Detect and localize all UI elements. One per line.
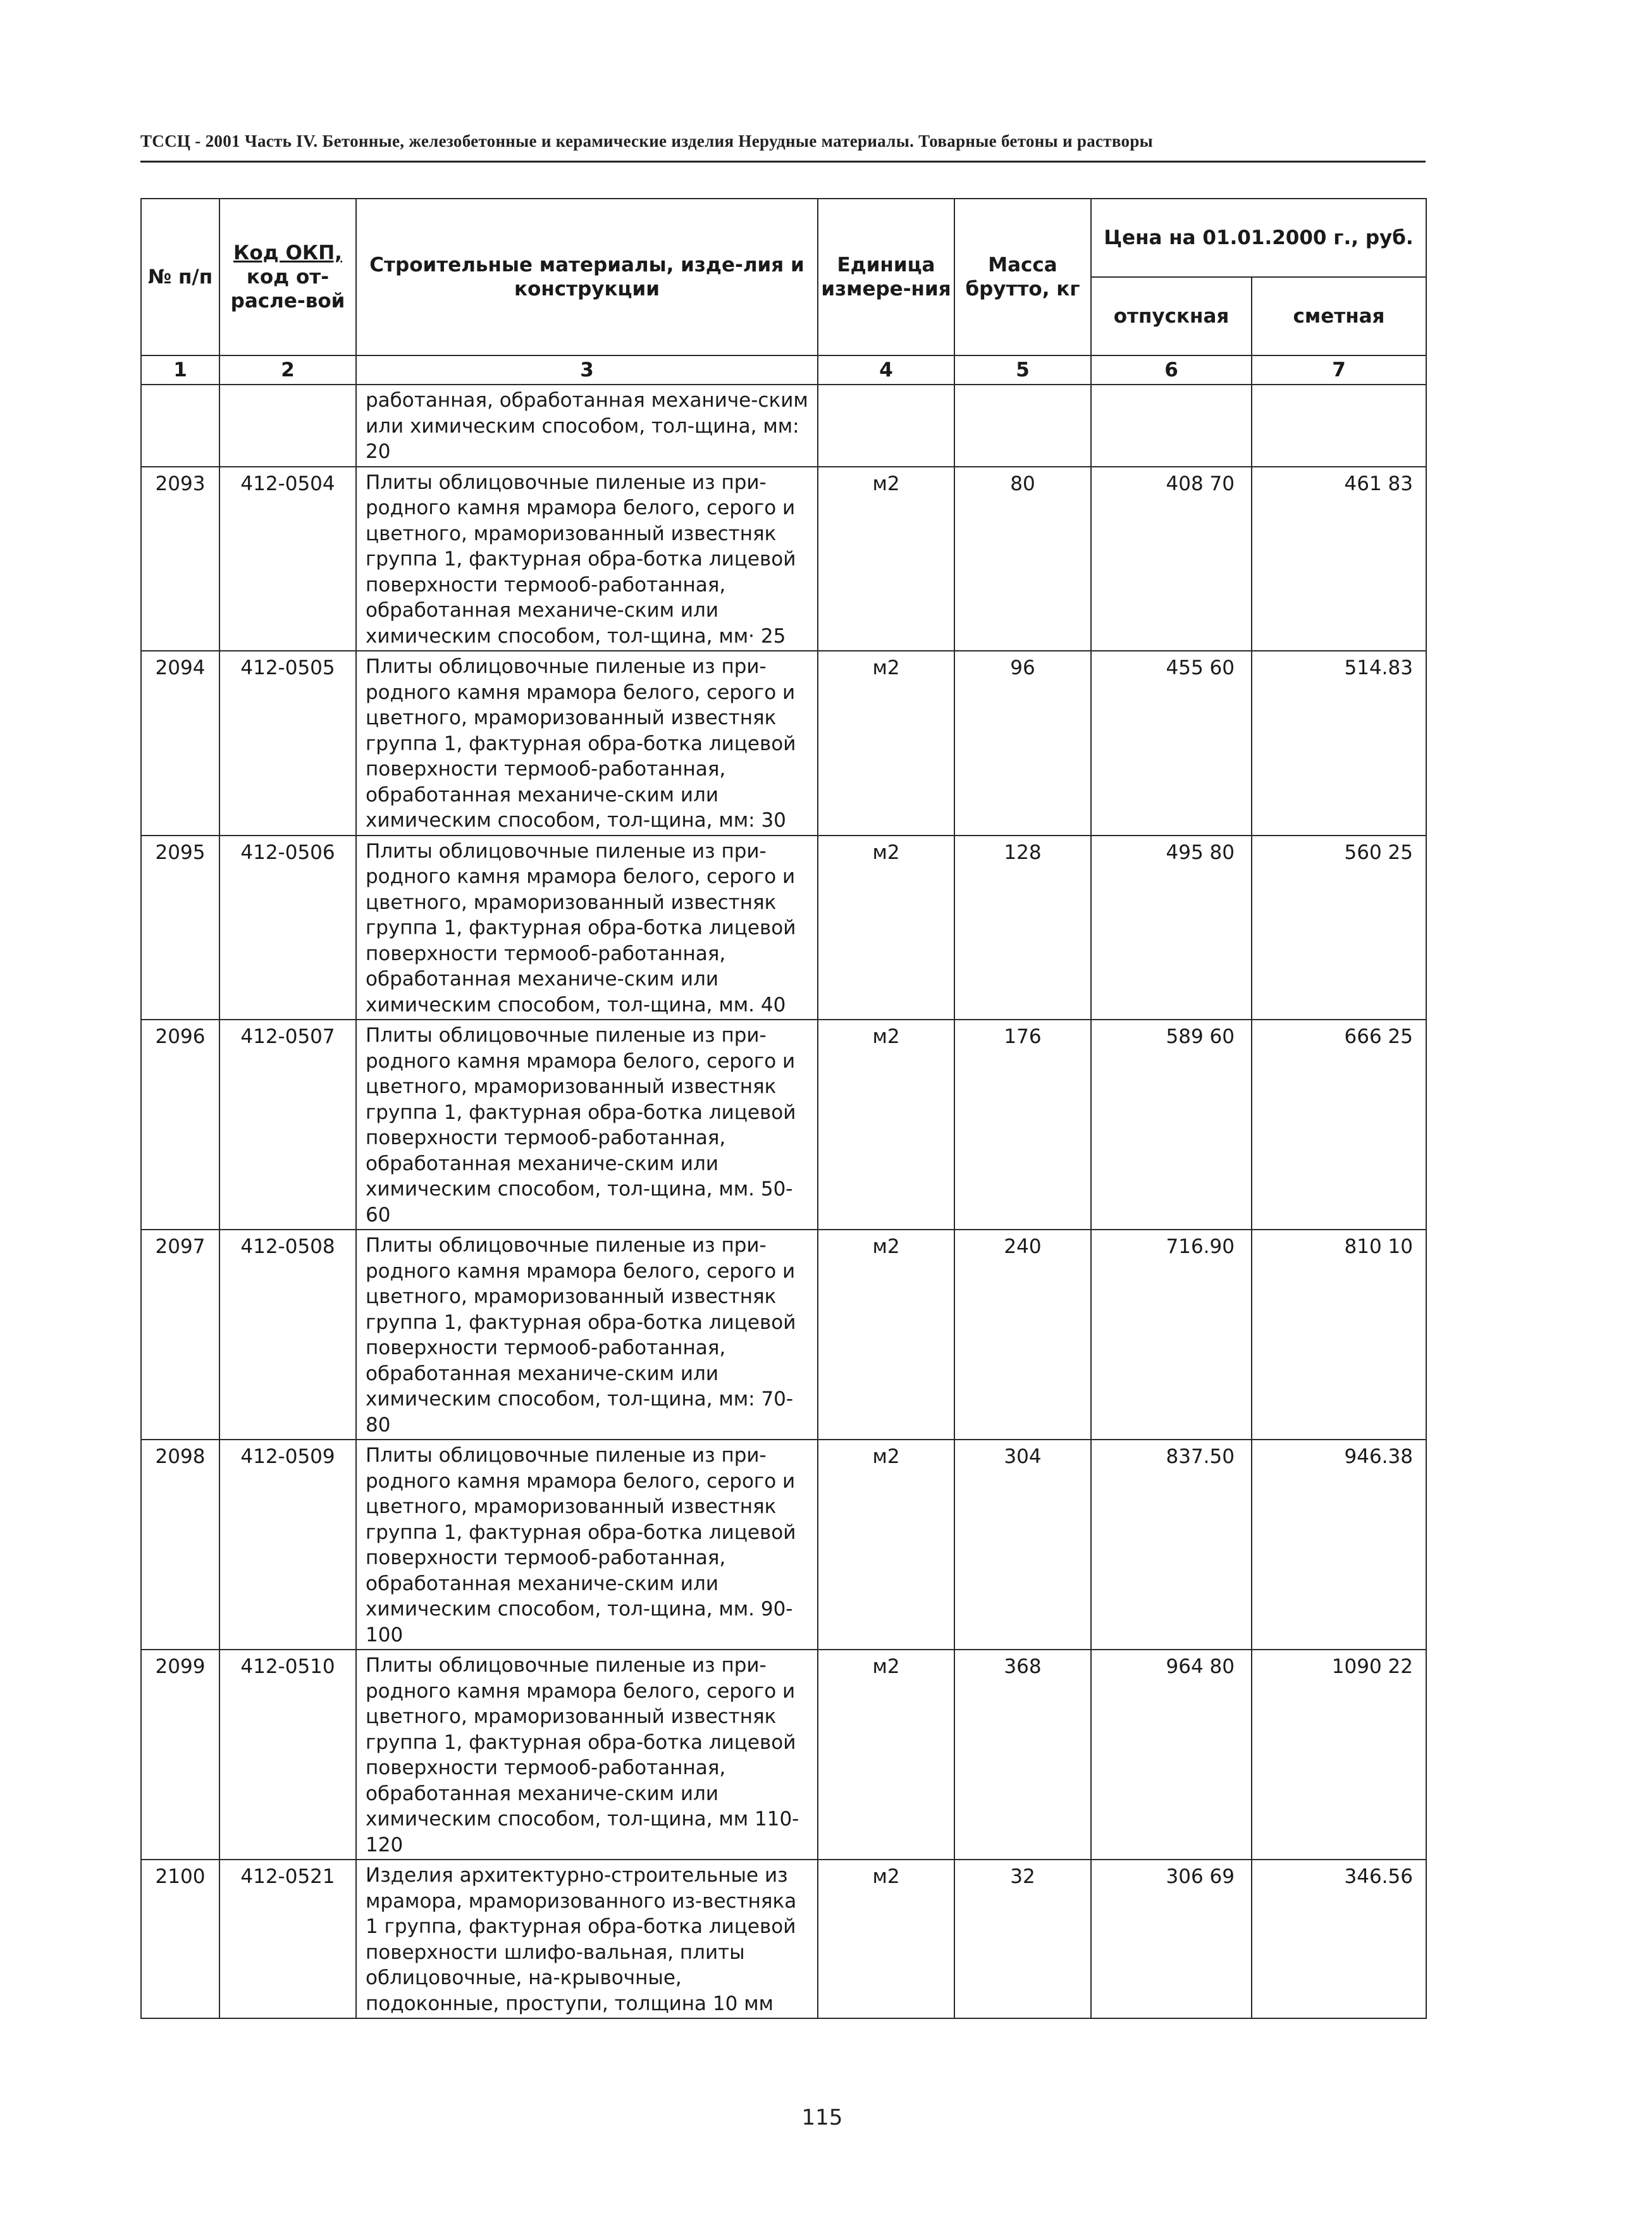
cell-code: 412-0508 [219, 1230, 356, 1440]
header-price: Цена на 01.01.2000 г., руб. [1091, 199, 1426, 277]
table-row [141, 836, 1426, 1020]
table-row-continuation [141, 385, 1426, 467]
cell-description: Плиты облицовочные пиленые из при-родного камня мрамора белого, серого и цветного, мраморизованный известняк группа 1, фактурная обра-ботка лицевой поверхности термооб-работанная, обработанная механиче-ским или химическим способом, тол-щина, мм. 50-60 [356, 1020, 818, 1230]
table-row [141, 1020, 1426, 1230]
cell-price-release: 306 69 [1091, 1860, 1252, 2018]
price-table [140, 198, 1427, 2019]
table-row [141, 1440, 1426, 1650]
cell-price-release: 455 60 [1091, 651, 1252, 836]
cell-mass: 304 [954, 1440, 1091, 1650]
column-number: 3 [356, 355, 818, 385]
cell-mass: 96 [954, 651, 1091, 836]
cell-no: 2094 [141, 651, 219, 836]
cell-unit: м2 [818, 1860, 954, 2018]
cell-code: 412-0507 [219, 1020, 356, 1230]
cell-price-estimate: 514.83 [1252, 651, 1426, 836]
table-row [141, 467, 1426, 651]
cell-unit: м2 [818, 1020, 954, 1230]
cell-price-release: 495 80 [1091, 836, 1252, 1020]
cell-price-estimate: 346.56 [1252, 1860, 1426, 2018]
cell-unit: м2 [818, 1440, 954, 1650]
column-number: 7 [1252, 355, 1426, 385]
header-mass: Масса брутто, кг [954, 199, 1091, 355]
table-row [141, 1860, 1426, 2018]
cell-code: 412-0504 [219, 467, 356, 651]
header-no: № п/п [141, 199, 219, 355]
cell-unit: м2 [818, 1230, 954, 1440]
column-numbers-row [141, 355, 1426, 385]
cell-no: 2097 [141, 1230, 219, 1440]
cell-unit: м2 [818, 651, 954, 836]
cell-description: работанная, обработанная механиче-ским или химическим способом, тол-щина, мм: 20 [356, 385, 818, 467]
header-materials: Строительные материалы, изде-лия и конструкции [356, 199, 818, 355]
cell-price-estimate: 810 10 [1252, 1230, 1426, 1440]
cell-no: 2096 [141, 1020, 219, 1230]
table-row [141, 1230, 1426, 1440]
cell-description: Плиты облицовочные пиленые из при-родного камня мрамора белого, серого и цветного, мраморизованный известняк группа 1, фактурная обра-ботка лицевой поверхности термооб-работанная, обработанная механиче-ским или химическим способом, тол-щина, мм: 70-80 [356, 1230, 818, 1440]
header-rule [140, 161, 1426, 163]
cell-description: Изделия архитектурно-строительные из мрамора, мраморизованного из-вестняка 1 группа, фактурная обра-ботка лицевой поверхности шлифо-вальная, плиты облицовочные, на-крывочные, подоконные, проступи, толщина 10 мм [356, 1860, 818, 2018]
cell-no: 2099 [141, 1650, 219, 1860]
header-code [219, 199, 356, 355]
cell-mass: 176 [954, 1020, 1091, 1230]
cell-code: 412-0506 [219, 836, 356, 1020]
cell-price-estimate: 560 25 [1252, 836, 1426, 1020]
cell-unit: м2 [818, 836, 954, 1020]
cell-mass: 128 [954, 836, 1091, 1020]
cell-description: Плиты облицовочные пиленые из при-родного камня мрамора белого, серого и цветного, мраморизованный известняк группа 1, фактурная обра-ботка лицевой поверхности термооб-работанная, обработанная механиче-ским или химическим способом, тол-щина, мм: 30 [356, 651, 818, 836]
column-number: 2 [219, 355, 356, 385]
cell-price-release: 589 60 [1091, 1020, 1252, 1230]
cell-description: Плиты облицовочные пиленые из при-родного камня мрамора белого, серого и цветного, мраморизованный известняк группа 1, фактурная обра-ботка лицевой поверхности термооб-работанная, обработанная механиче-ским или химическим способом, тол-щина, мм. 90-100 [356, 1440, 818, 1650]
header-unit: Единица измере-ния [818, 199, 954, 355]
cell-mass: 368 [954, 1650, 1091, 1860]
cell-code: 412-0510 [219, 1650, 356, 1860]
cell-code: 412-0521 [219, 1860, 356, 2018]
cell-code: 412-0505 [219, 651, 356, 836]
cell-mass: 240 [954, 1230, 1091, 1440]
cell-code [219, 385, 356, 467]
cell-price-estimate [1252, 385, 1426, 467]
cell-price-release: 964 80 [1091, 1650, 1252, 1860]
cell-price-estimate: 666 25 [1252, 1020, 1426, 1230]
page-number: 115 [801, 2105, 843, 2130]
cell-price-estimate: 461 83 [1252, 467, 1426, 651]
cell-unit [818, 385, 954, 467]
cell-price-release: 716.90 [1091, 1230, 1252, 1440]
header-price-estimate: сметная [1252, 277, 1426, 355]
cell-mass [954, 385, 1091, 467]
cell-no: 2093 [141, 467, 219, 651]
table-row [141, 651, 1426, 836]
cell-price-estimate: 946.38 [1252, 1440, 1426, 1650]
cell-price-release [1091, 385, 1252, 467]
cell-mass: 80 [954, 467, 1091, 651]
cell-description: Плиты облицовочные пиленые из при-родного камня мрамора белого, серого и цветного, мраморизованный известняк группа 1, фактурная обра-ботка лицевой поверхности термооб-работанная, обработанная механиче-ским или химическим способом, тол-щина, мм 110-120 [356, 1650, 818, 1860]
cell-no: 2095 [141, 836, 219, 1020]
table-row [141, 1650, 1426, 1860]
cell-no: 2098 [141, 1440, 219, 1650]
cell-code: 412-0509 [219, 1440, 356, 1650]
cell-mass: 32 [954, 1860, 1091, 2018]
column-number: 4 [818, 355, 954, 385]
cell-unit: м2 [818, 467, 954, 651]
cell-price-estimate: 1090 22 [1252, 1650, 1426, 1860]
column-number: 6 [1091, 355, 1252, 385]
cell-no [141, 385, 219, 467]
cell-description: Плиты облицовочные пиленые из при-родного камня мрамора белого, серого и цветного, мраморизованный известняк группа 1, фактурная обра-ботка лицевой поверхности термооб-работанная, обработанная механиче-ским или химическим способом, тол-щина, мм. 40 [356, 836, 818, 1020]
cell-unit: м2 [818, 1650, 954, 1860]
header-code-okp: Код ОКП, [233, 242, 342, 264]
header-price-release: отпускная [1091, 277, 1252, 355]
header-code-branch: код от-расле-вой [230, 266, 345, 312]
cell-no: 2100 [141, 1860, 219, 2018]
column-number: 5 [954, 355, 1091, 385]
cell-description: Плиты облицовочные пиленые из при-родного камня мрамора белого, серого и цветного, мраморизованный известняк группа 1, фактурная обра-ботка лицевой поверхности термооб-работанная, обработанная механиче-ским или химическим способом, тол-щина, мм· 25 [356, 467, 818, 651]
running-head: ТССЦ - 2001 Часть IV. Бетонные, железобетонные и керамические изделия Нерудные материалы. Товарные бетоны и растворы [140, 132, 1154, 151]
cell-price-release: 408 70 [1091, 467, 1252, 651]
cell-price-release: 837.50 [1091, 1440, 1252, 1650]
column-number: 1 [141, 355, 219, 385]
